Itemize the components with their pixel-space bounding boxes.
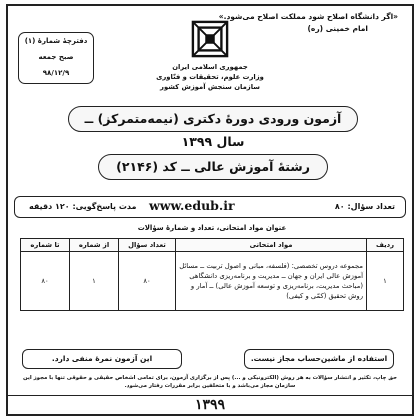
booklet-number: دفترچهٔ شمارهٔ (۱) [24, 37, 88, 45]
header-count: تعداد سؤال [119, 239, 176, 252]
header-subject: مواد امتحانی [176, 239, 367, 252]
booklet-info-box [18, 32, 94, 84]
sanjesh-logo-icon [191, 20, 229, 58]
row-index: ۱ [367, 252, 404, 311]
copyright-notice: حق چاپ، تکثیر و انتشار سؤالات به هر روش (الکترونیکی و ...) پس از برگزاری آزمون، برای تمامی اشخاص حقیقی و حقوقی تنها با مجوز این سازمان مجاز می‌باشد و با متخلفین برابر مقررات رفتار می‌شود. [22, 375, 398, 389]
subject-line: مجموعه دروس تخصصی: (فلسفه، مبانی و اصول تربیت ــ مسائل [179, 262, 363, 270]
org-country: جمهوری اسلامی ایران [172, 63, 248, 71]
imam-quote: «اگر دانشگاه اصلاح شود مملکت اصلاح می‌شود.» [218, 12, 398, 21]
exam-cover-page [6, 4, 414, 416]
org-ministry: وزارت علوم، تحقیقات و فنّاوری [156, 73, 264, 81]
exam-title-banner: آزمون ورودی دورهٔ دکتری (نیمه‌متمرکز) ــ سال ۱۳۹۹ [68, 106, 358, 132]
subject-line: (مباحث مدیریت، برنامه‌ریزی و توسعه آموزش عالی) ــ آمار و [190, 282, 363, 290]
row-count: ۸۰ [119, 252, 176, 311]
header-to: تا شماره [21, 239, 70, 252]
negative-marking-notice: این آزمون نمرهٔ منفی دارد. [22, 349, 182, 369]
exam-date: ۹۸/۱۲/۹ [42, 69, 70, 77]
calculator-notice: استفاده از ماشین‌حساب مجاز نیست. [244, 349, 394, 369]
org-agency: سازمان سنجش آموزش کشور [160, 83, 260, 91]
exam-session: صبح جمعه [38, 53, 74, 61]
table-header-row [21, 239, 404, 252]
row-from: ۱ [70, 252, 119, 311]
header-from: از شماره [70, 239, 119, 252]
footer-year: ۱۳۹۹ [8, 395, 412, 414]
quote-attribution: امام خمینی (ره) [307, 24, 368, 33]
row-subjects [176, 252, 367, 311]
subjects-table [20, 238, 404, 311]
website-link[interactable]: www.edub.ir [149, 198, 235, 213]
organization-block [148, 62, 272, 92]
answer-duration: مدت پاسخ‌گویی: ۱۲۰ دقیقه [29, 202, 137, 211]
row-to: ۸۰ [21, 252, 70, 311]
subject-line: آموزش عالی ایران و جهان ــ مدیریت و برنامه‌ریزی دانشگاهی [189, 272, 363, 280]
header-index: ردیف [367, 239, 404, 252]
subject-line: روش تحقیق (کمّی و کیفی) [286, 292, 363, 300]
table-title: عنوان مواد امتحانی، تعداد و شمارهٔ سؤالات [137, 224, 287, 232]
field-code-banner: رشتهٔ آموزش عالی ــ کد (۲۱۴۶) [98, 154, 328, 180]
exam-info-row [14, 196, 406, 218]
question-count: تعداد سؤال: ۸۰ [334, 202, 395, 211]
table-row [21, 252, 404, 311]
